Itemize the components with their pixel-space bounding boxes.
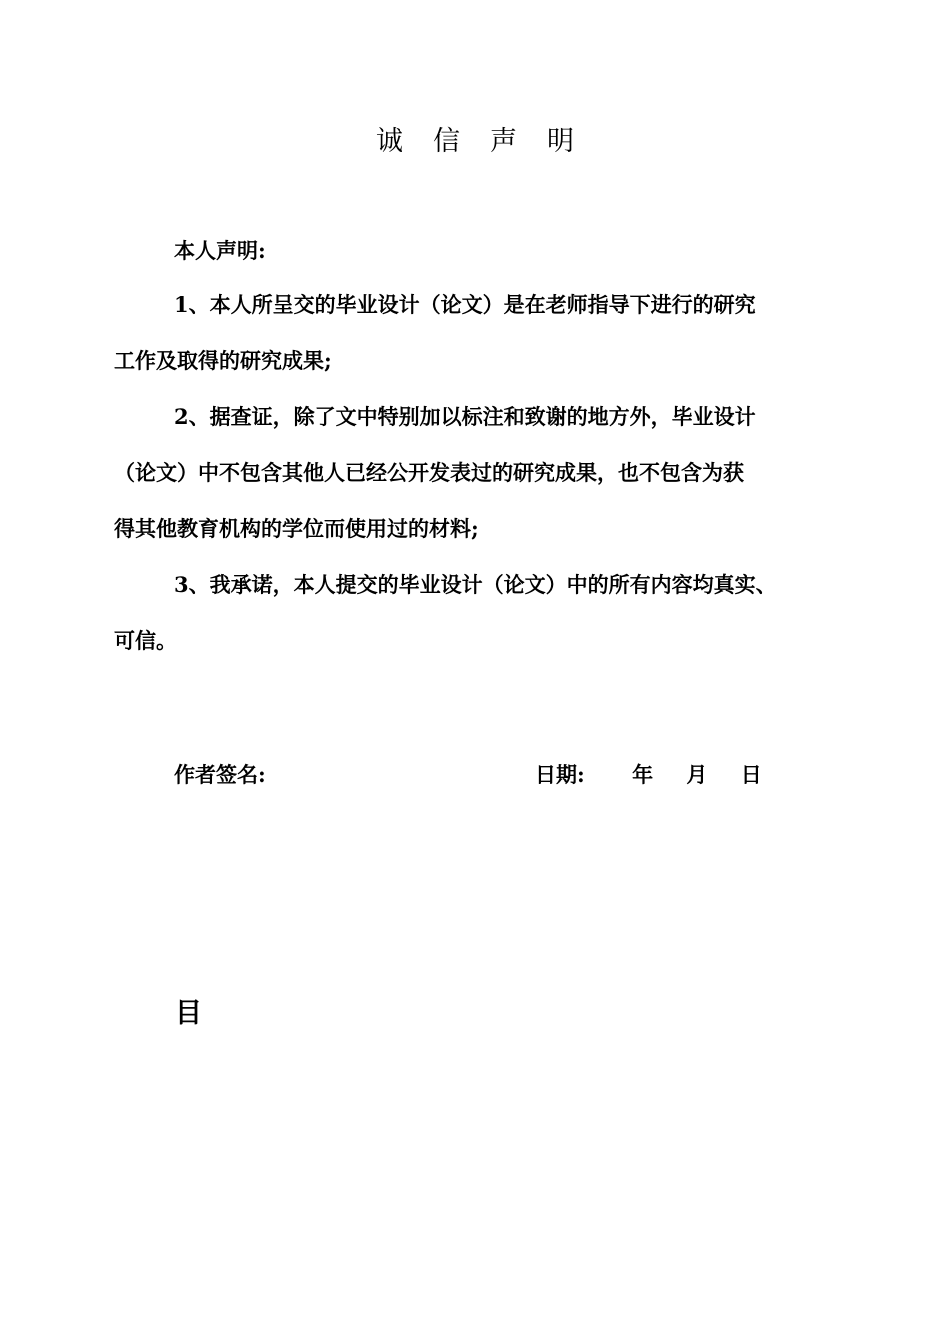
clause-3-line-2: 可信。 bbox=[114, 628, 177, 653]
clause-1-line-1: 1、本人所呈交的毕业设计（论文）是在老师指导下进行的研究 bbox=[174, 292, 756, 317]
toc-heading-partial: 目 bbox=[175, 998, 202, 1029]
author-signature-label: 作者签名: bbox=[174, 762, 266, 787]
clause-2-line-1: 2、据查证，除了文中特别加以标注和致谢的地方外，毕业设计 bbox=[174, 404, 756, 429]
date-year-unit: 年 bbox=[632, 762, 654, 787]
clause-2-line-2: （论文）中不包含其他人已经公开发表过的研究成果，也不包含为获 bbox=[114, 460, 744, 485]
date-label: 日期: bbox=[535, 762, 585, 787]
declaration-intro: 本人声明: bbox=[174, 238, 266, 263]
date-month-unit: 月 bbox=[686, 762, 708, 787]
page-title: 诚信声明 bbox=[376, 126, 604, 157]
signature-date bbox=[535, 760, 762, 790]
clause-3-line-1: 3、我承诺，本人提交的毕业设计（论文）中的所有内容均真实、 bbox=[174, 572, 777, 597]
clause-1-line-2: 工作及取得的研究成果; bbox=[114, 348, 332, 373]
date-day-unit: 日 bbox=[740, 762, 762, 787]
clause-2-line-3: 得其他教育机构的学位而使用过的材料; bbox=[114, 516, 479, 541]
